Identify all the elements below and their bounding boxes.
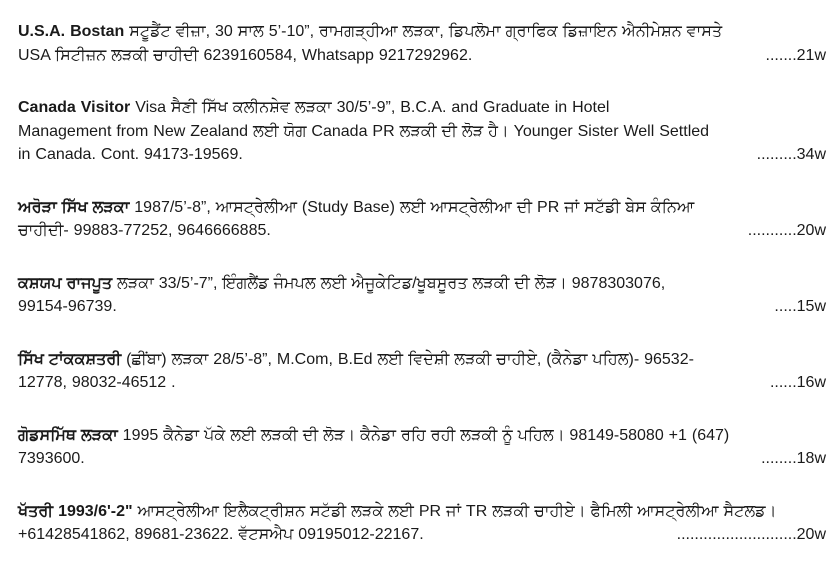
word-count: ...........20w (747, 222, 826, 239)
word-count: ...........................20w (676, 525, 826, 543)
ad-text: ਸਟੂਡੈਂਟ ਵੀਜ਼ਾ, 30 ਸਾਲ 5’-10”, ਰਾਮਗੜ੍ਹੀਆ ਲੜਕਾ, ਡਿਪਲੋਮਾ ਗ੍ਰਾਫਿਕ ਡਿਜ਼ਾਇਨ ਐਨੀਮੇਸ਼ਨ ਵਾਸਤੇ (129, 23, 723, 40)
classified-ad (18, 348, 826, 395)
ad-heading: ਸਿੱਖ ਟਾਂਕਕਸ਼ਤਰੀ (18, 350, 122, 368)
ad-text: 1995 ਕੈਨੇਡਾ ਪੱਕੇ ਲਈ ਲੜਕੀ ਦੀ ਲੋੜ। ਕੈਨੇਡਾ ਰਹਿ ਰਹੀ ਲੜਕੀ ਨੂੰ ਪਹਿਲ। 98149-58080 +1 (647) (122, 426, 730, 444)
ad-text: 1987/5’-8”, ਆਸਟ੍ਰੇਲੀਆ (Study Base) ਲਈ ਆਸਟ੍ਰੇਲੀਆ ਦੀ PR ਜਾਂ ਸਟੱਡੀ ਬੇਸ ਕੰਨਿਆ (134, 198, 695, 216)
classified-ad (18, 196, 826, 243)
ad-text: Management from New Zealand ਲਈ ਯੋਗ Canada PR ਲੜਕੀ ਦੀ ਲੋੜ ਹੈ। Younger Sister Well Settled (18, 122, 710, 140)
word-count: .......21w (765, 46, 826, 64)
ad-text: Visa ਸੈਣੀ ਸਿੱਖ ਕਲੀਨਸ਼ੇਵ ਲੜਕਾ 30/5’-9”, B.C.A. and Graduate in Hotel (135, 99, 610, 116)
ad-text: USA ਸਿਟੀਜ਼ਨ ਲੜਕੀ ਚਾਹੀਦੀ 6239160584, Whatsapp 9217292962. (18, 46, 473, 64)
classified-ad (18, 96, 826, 167)
word-count: ........18w (761, 450, 826, 467)
ad-heading: ਕਸ਼ਯਪ ਰਾਜਪੂਤ (18, 274, 113, 292)
ad-last-line (18, 143, 826, 167)
ad-last-line (18, 523, 826, 546)
classified-ad (18, 20, 826, 67)
word-count: .....15w (774, 298, 826, 315)
ad-text: ਲੜਕਾ 33/5’-7”, ਇੰਗਲੈਂਡ ਜੰਮਪਲ ਲਈ ਐਜੂਕੇਟਿਡ/ਖੂਬਸੂਰਤ ਲੜਕੀ ਦੀ ਲੋੜ। 9878303076, (117, 274, 666, 292)
ad-last-line (18, 295, 826, 319)
ad-line (18, 20, 826, 44)
ad-text: 99154-96739. (18, 298, 117, 315)
ad-text: (ਛੀਂਬਾ) ਲੜਕਾ 28/5’-8”, M.Com, B.Ed ਲਈ ਵਿਦੇਸ਼ੀ ਲੜਕੀ ਚਾਹੀਏ, (ਕੈਨੇਡਾ ਪਹਿਲ)- 96532- (126, 350, 694, 368)
ad-text: ਆਸਟ੍ਰੇਲੀਆ ਇਲੈਕਟ੍ਰੀਸ਼ਨ ਸਟੱਡੀ ਲੜਕੇ ਲਈ PR ਜਾਂ TR ਲੜਕੀ ਚਾਹੀਏ। ਫੈਮਿਲੀ ਆਸਟ੍ਰੇਲੀਆ ਸੈਟਲਡ। (137, 502, 777, 520)
ad-last-line (18, 447, 826, 471)
word-count: ......16w (769, 374, 826, 391)
ad-line (18, 348, 826, 372)
ad-last-line (18, 219, 826, 243)
ad-line (18, 424, 826, 448)
ad-last-line (18, 44, 826, 68)
ad-line (18, 500, 826, 523)
word-count: .........34w (756, 146, 826, 163)
ad-heading: ਗੋਡਸਮਿੱਥ ਲੜਕਾ (18, 426, 118, 444)
ad-text: 12778, 98032-46512 . (18, 374, 176, 391)
ad-heading: ਖੱਤਰੀ 1993/6'-2" (18, 502, 133, 520)
ad-heading: ਅਰੋੜਾ ਸਿੱਖ ਲੜਕਾ (18, 198, 130, 216)
classified-ads-column (18, 20, 826, 546)
ad-last-line (18, 371, 826, 395)
classified-ad (18, 500, 826, 546)
ad-text: 7393600. (18, 450, 85, 467)
ad-line (18, 272, 826, 296)
ad-heading: U.S.A. Bostan (18, 23, 125, 40)
ad-line (18, 120, 826, 144)
classified-ad (18, 424, 826, 471)
ad-text: in Canada. Cont. 94173-19569. (18, 146, 243, 163)
ad-text: +61428541862, 89681-23622. ਵੱਟਸਐਪ 09195012-22167. (18, 525, 424, 543)
ad-heading: Canada Visitor (18, 99, 131, 116)
ad-text: ਚਾਹੀਦੀ- 99883-77252, 9646666885. (18, 222, 271, 239)
ad-line (18, 96, 826, 120)
classified-ad (18, 272, 826, 319)
ad-line (18, 196, 826, 220)
